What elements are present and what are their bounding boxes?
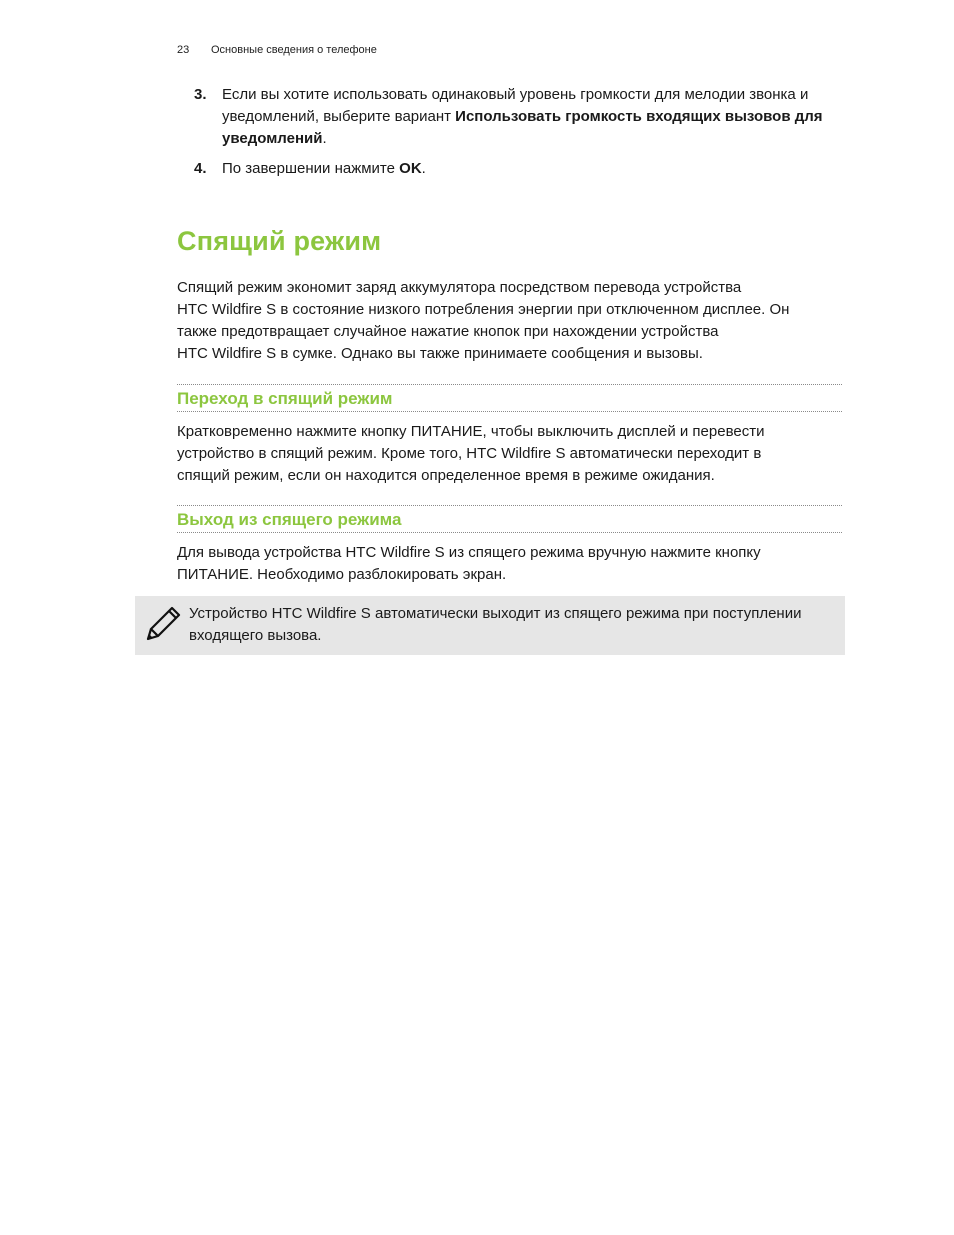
note-text — [189, 603, 839, 647]
text-line: HTC Wildfire S в состояние низкого потребления энергии при отключенном дисплее. Он — [177, 301, 790, 318]
step-text — [222, 84, 844, 150]
section-title: Спящий режим — [177, 226, 382, 256]
text-line: Устройство HTC Wildfire S автоматически выходит из спящего режима при поступлении — [189, 605, 802, 622]
intro-paragraph — [177, 277, 847, 365]
page-header — [177, 44, 377, 56]
step-number: 3. — [194, 86, 207, 103]
step-number: 4. — [194, 160, 207, 177]
step-3 — [194, 84, 844, 150]
text-line: также предотвращает случайное нажатие кнопок при нахождении устройства — [177, 323, 719, 340]
text-line: устройство в спящий режим. Кроме того, HTC Wildfire S автоматически переходит в — [177, 445, 762, 462]
divider — [177, 532, 842, 533]
subsection-title-enter: Переход в спящий режим — [177, 389, 393, 408]
text-line: ПИТАНИЕ. Необходимо разблокировать экран. — [177, 566, 507, 583]
step-text-plain: По завершении нажмите — [222, 160, 400, 177]
step-text — [222, 158, 844, 180]
page-number: 23 — [177, 44, 190, 56]
step-text-end: . — [421, 160, 426, 177]
text-line: Кратковременно нажмите кнопку ПИТАНИЕ, чтобы выключить дисплей и перевести — [177, 423, 765, 440]
text-line: спящий режим, если он находится определенное время в режиме ожидания. — [177, 467, 715, 484]
enter-paragraph — [177, 421, 847, 487]
step-text-plain: Если вы хотите использовать одинаковый уровень громкости для мелодии звонка и уведомлений, выберите вариант — [222, 86, 809, 125]
header-section-title: Основные сведения о телефоне — [211, 44, 377, 56]
note-box — [135, 596, 845, 655]
text-line: HTC Wildfire S в сумке. Однако вы также принимаете сообщения и вызовы. — [177, 345, 703, 362]
divider — [177, 411, 842, 412]
pencil-icon — [143, 604, 183, 644]
step-4 — [194, 158, 844, 180]
exit-paragraph — [177, 542, 847, 586]
divider — [177, 505, 842, 506]
option-name: Использовать громкость входящих вызовов для уведомлений — [222, 108, 823, 147]
text-line: входящего вызова. — [189, 627, 322, 644]
divider — [177, 384, 842, 385]
subsection-title-exit: Выход из спящего режима — [177, 510, 402, 529]
step-text-end: . — [322, 130, 327, 147]
button-name: OK — [399, 160, 422, 177]
text-line: Спящий режим экономит заряд аккумулятора посредством перевода устройства — [177, 279, 742, 296]
text-line: Для вывода устройства HTC Wildfire S из спящего режима вручную нажмите кнопку — [177, 544, 761, 561]
